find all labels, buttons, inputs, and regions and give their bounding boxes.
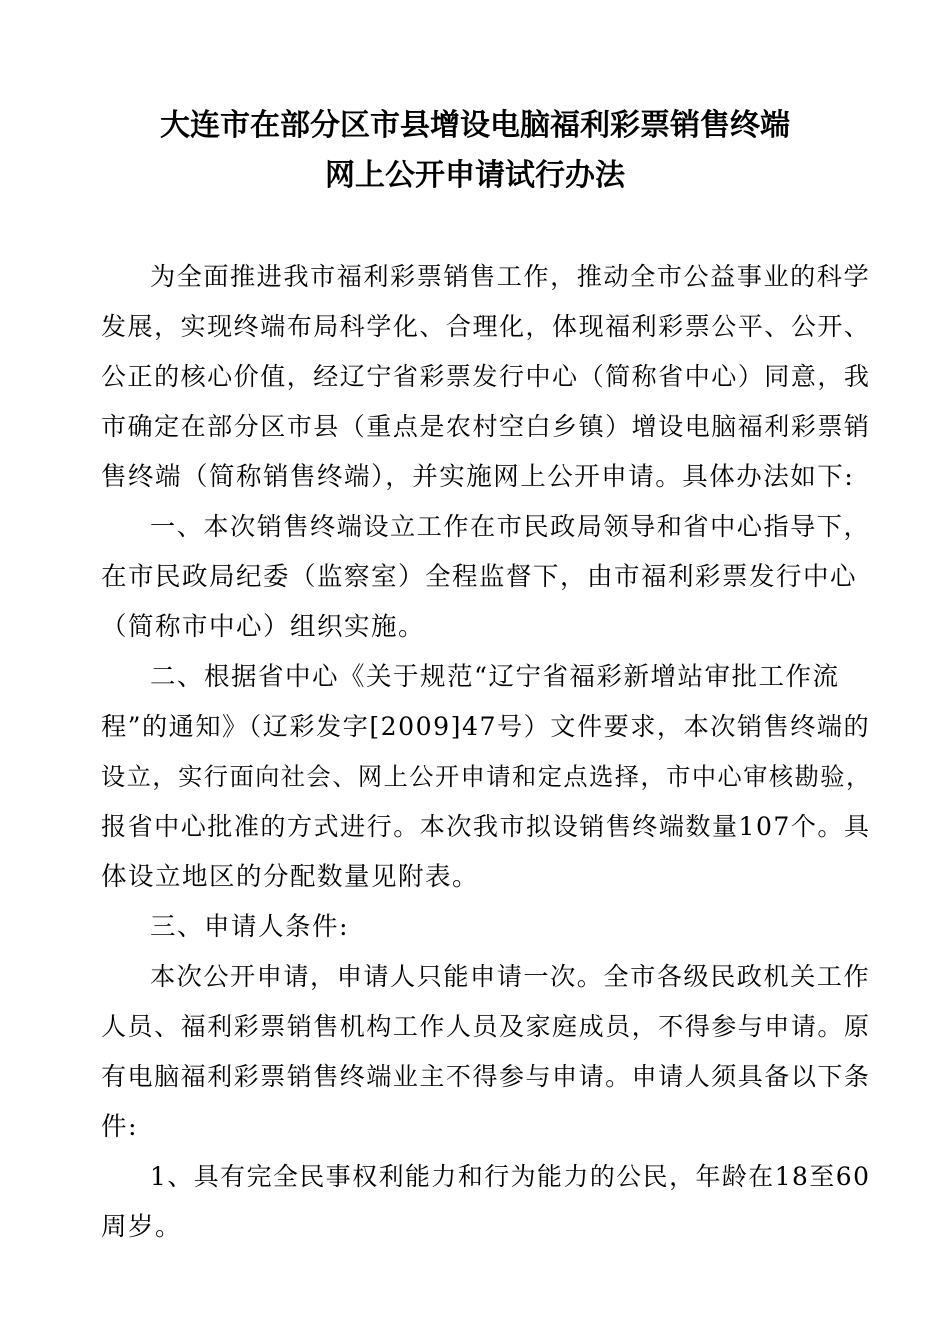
- document-title-line-1: 大连市在部分区市县增设电脑福利彩票销售终端: [160, 108, 790, 143]
- body-text-line: 售终端（简称销售终端），并实施网上公开申请。具体办法如下:: [101, 462, 855, 492]
- body-text-line: 程”的通知》（辽彩发字[2009]47号）文件要求，本次销售终端的: [101, 712, 871, 741]
- body-text-line: 1、具有完全民事权利能力和行为能力的公民，年龄在18至60: [150, 1162, 871, 1191]
- body-text-line: 市确定在部分区市县（重点是农村空白乡镇）增设电脑福利彩票销: [101, 412, 871, 441]
- document-title-line-2: 网上公开申请试行办法: [325, 158, 625, 193]
- body-text-line: 本次公开申请，申请人只能申请一次。全市各级民政机关工作: [150, 962, 871, 991]
- body-text-line: （简称市中心）组织实施。: [101, 612, 426, 642]
- body-text-line: 设立，实行面向社会、网上公开申请和定点选择，市中心审核勘验，: [101, 763, 872, 791]
- body-text-line: 人员、福利彩票销售机构工作人员及家庭成员，不得参与申请。原: [101, 1012, 871, 1041]
- body-text-line: 周岁。: [101, 1212, 183, 1242]
- body-text-line: 一、本次销售终端设立工作在市民政局领导和省中心指导下，: [150, 512, 871, 541]
- body-text-line: 件:: [101, 1112, 139, 1142]
- body-text-line: 二、根据省中心《关于规范“辽宁省福彩新增站审批工作流: [150, 662, 840, 692]
- body-text-line: 报省中心批准的方式进行。本次我市拟设销售终端数量107个。具: [101, 812, 871, 841]
- body-text-line: 发展，实现终端布局科学化、合理化，体现福利彩票公平、公开、: [101, 312, 871, 341]
- body-text-line: 三、申请人条件:: [150, 912, 350, 942]
- body-text-line: 在市民政局纪委（监察室）全程监督下，由市福利彩票发行中心: [101, 562, 858, 592]
- body-text-line: 有电脑福利彩票销售终端业主不得参与申请。申请人须具备以下条: [101, 1062, 871, 1091]
- body-text-line: 为全面推进我市福利彩票销售工作，推动全市公益事业的科学: [150, 262, 871, 291]
- body-text-line: 体设立地区的分配数量见附表。: [101, 862, 480, 892]
- body-text-line: 公正的核心价值，经辽宁省彩票发行中心（简称省中心）同意，我: [101, 362, 871, 391]
